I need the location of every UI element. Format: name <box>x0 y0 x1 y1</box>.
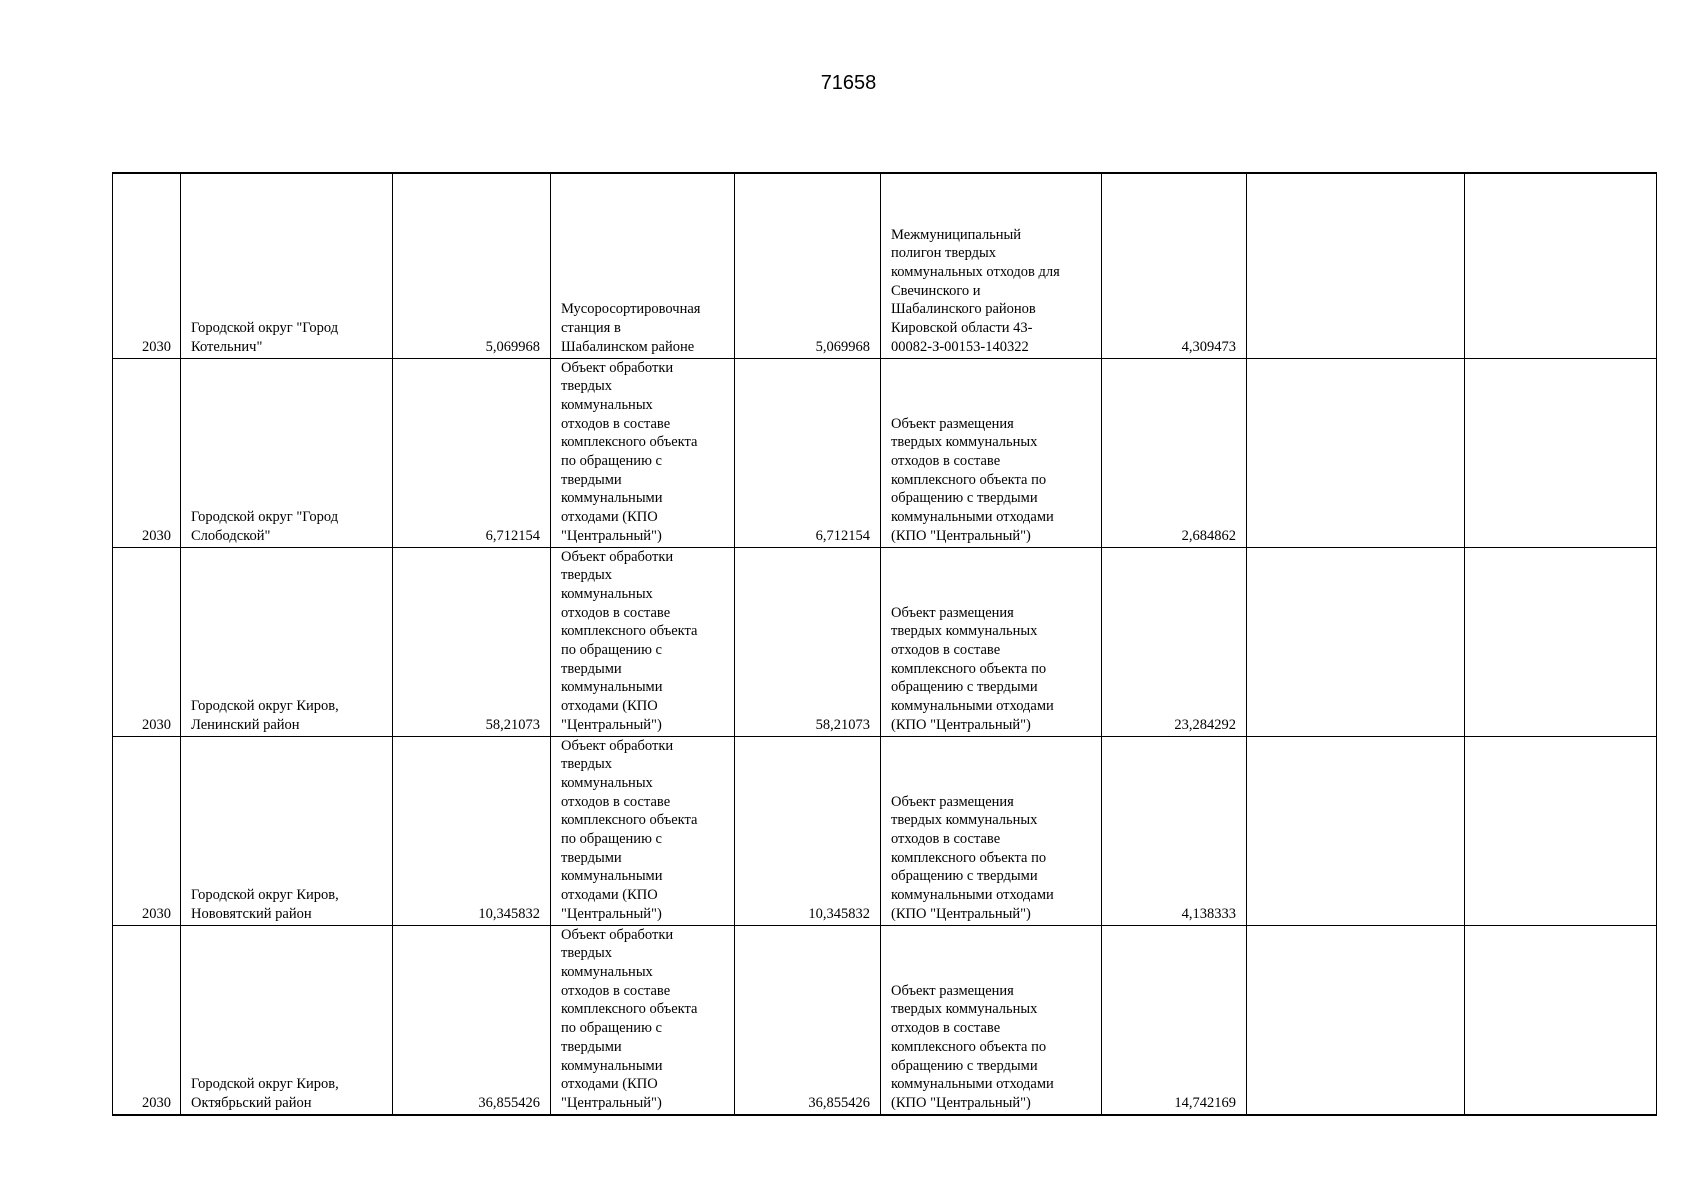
processing-volume-cell: 58,21073 <box>735 547 881 736</box>
processing-object-text: Объект обработки твердых коммунальных отходов в составе комплексного объекта по обращению с твердыми коммунальными отходами (КПО "Центральный") <box>561 926 698 1111</box>
empty-cell <box>1247 173 1465 358</box>
disposal-object-cell <box>881 736 1102 925</box>
waste-flow-table <box>112 172 1657 1116</box>
table-row <box>113 547 1657 736</box>
year-cell: 2030 <box>113 925 181 1115</box>
volume-cell: 36,855426 <box>393 925 551 1115</box>
disposal-object-text: Объект размещения твердых коммунальных отходов в составе комплексного объекта по обращению с твердыми коммунальными отходами (КПО "Центральный") <box>891 604 1054 733</box>
processing-volume-cell: 6,712154 <box>735 358 881 547</box>
disposal-object-text: Объект размещения твердых коммунальных отходов в составе комплексного объекта по обращению с твердыми коммунальными отходами (КПО "Центральный") <box>891 793 1054 922</box>
table-row <box>113 358 1657 547</box>
municipality-cell <box>181 925 393 1115</box>
volume-cell: 6,712154 <box>393 358 551 547</box>
disposal-object-cell <box>881 173 1102 358</box>
municipality-text: Городской округ "Город Котельнич" <box>191 320 339 355</box>
municipality-cell <box>181 173 393 358</box>
disposal-object-text: Объект размещения твердых коммунальных отходов в составе комплексного объекта по обращению с твердыми коммунальными отходами (КПО "Центральный") <box>891 982 1054 1111</box>
empty-cell <box>1247 925 1465 1115</box>
empty-cell <box>1465 173 1657 358</box>
municipality-cell <box>181 736 393 925</box>
processing-object-cell <box>551 736 735 925</box>
disposal-volume-cell: 4,309473 <box>1102 173 1247 358</box>
table-row <box>113 925 1657 1115</box>
municipality-text: Городской округ Киров, Октябрьский район <box>191 1076 339 1111</box>
processing-object-text: Мусоросортировочная станция в Шабалинском районе <box>561 301 701 355</box>
processing-volume-cell: 10,345832 <box>735 736 881 925</box>
page-number: 71658 <box>820 72 877 94</box>
processing-object-text: Объект обработки твердых коммунальных отходов в составе комплексного объекта по обращению с твердыми коммунальными отходами (КПО "Центральный") <box>561 737 698 922</box>
disposal-volume-cell: 23,284292 <box>1102 547 1247 736</box>
disposal-object-cell <box>881 547 1102 736</box>
processing-object-cell <box>551 547 735 736</box>
disposal-object-text: Объект размещения твердых коммунальных отходов в составе комплексного объекта по обращению с твердыми коммунальными отходами (КПО "Центральный") <box>891 415 1054 544</box>
municipality-cell <box>181 547 393 736</box>
disposal-object-text: Межмуниципальный полигон твердых коммунальных отходов для Свечинского и Шабалинского районов Кировской области 43- 00082-З-00153-140322 <box>891 226 1060 355</box>
empty-cell <box>1465 736 1657 925</box>
empty-cell <box>1465 547 1657 736</box>
processing-object-cell <box>551 358 735 547</box>
year-cell: 2030 <box>113 736 181 925</box>
processing-object-cell <box>551 925 735 1115</box>
volume-cell: 5,069968 <box>393 173 551 358</box>
volume-cell: 10,345832 <box>393 736 551 925</box>
disposal-object-cell <box>881 358 1102 547</box>
empty-cell <box>1247 358 1465 547</box>
year-cell: 2030 <box>113 358 181 547</box>
disposal-volume-cell: 4,138333 <box>1102 736 1247 925</box>
processing-object-text: Объект обработки твердых коммунальных отходов в составе комплексного объекта по обращению с твердыми коммунальными отходами (КПО "Центральный") <box>561 359 698 544</box>
volume-cell: 58,21073 <box>393 547 551 736</box>
table-row <box>113 173 1657 358</box>
processing-volume-cell: 5,069968 <box>735 173 881 358</box>
table-body <box>113 173 1657 1115</box>
table-row <box>113 736 1657 925</box>
empty-cell <box>1465 358 1657 547</box>
year-cell: 2030 <box>113 173 181 358</box>
disposal-object-cell <box>881 925 1102 1115</box>
processing-object-text: Объект обработки твердых коммунальных отходов в составе комплексного объекта по обращению с твердыми коммунальными отходами (КПО "Центральный") <box>561 548 698 733</box>
processing-volume-cell: 36,855426 <box>735 925 881 1115</box>
municipality-text: Городской округ Киров, Ленинский район <box>191 698 339 733</box>
municipality-text: Городской округ "Город Слободской" <box>191 509 339 544</box>
empty-cell <box>1465 925 1657 1115</box>
municipality-cell <box>181 358 393 547</box>
year-cell: 2030 <box>113 547 181 736</box>
disposal-volume-cell: 14,742169 <box>1102 925 1247 1115</box>
disposal-volume-cell: 2,684862 <box>1102 358 1247 547</box>
empty-cell <box>1247 547 1465 736</box>
municipality-text: Городской округ Киров, Нововятский район <box>191 887 339 922</box>
empty-cell <box>1247 736 1465 925</box>
processing-object-cell <box>551 173 735 358</box>
